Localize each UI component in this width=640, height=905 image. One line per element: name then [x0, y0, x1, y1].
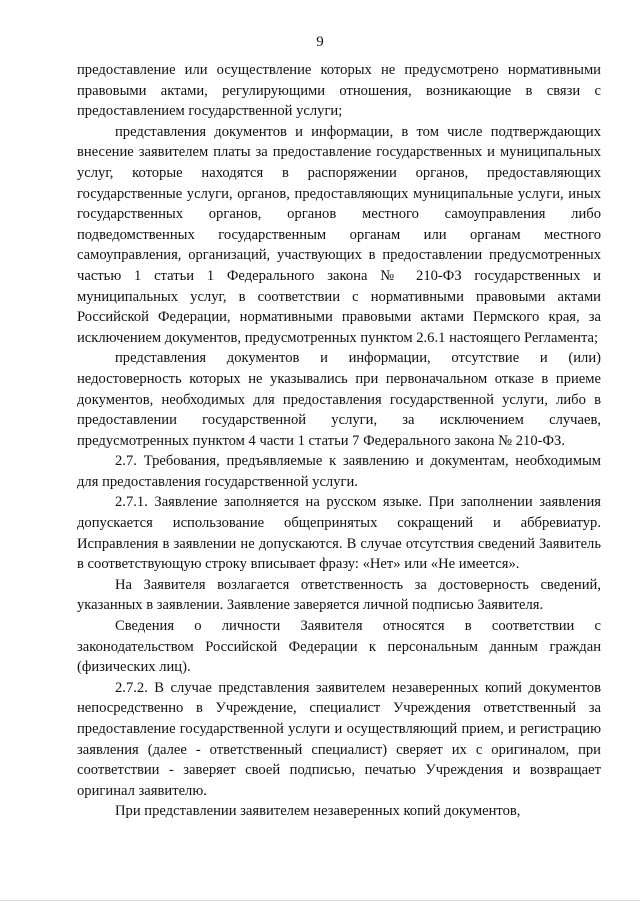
paragraph-unverified-copies: При представлении заявителем незаверенных копий документов,	[115, 803, 521, 820]
paragraph-responsibility: На Заявителя возлагается ответственность за достоверность сведений, указанных в заявлении. Заявление заверяется личной подписью Заявителя.	[77, 576, 601, 614]
page-number: 9	[316, 34, 324, 50]
document-body	[77, 60, 601, 822]
paragraph-continuation: предоставление или осуществление которых не предусмотрено нормативными правовыми актами, регулирующими отношения, возникающие в связи с предоставлением государственной услуги;	[77, 62, 601, 120]
paragraph-section-2-7: 2.7. Требования, предъявляемые к заявлению и документам, необходимым для предоставления государственной услуги.	[77, 453, 601, 490]
paragraph-invalidity-of-documents: представления документов и информации, отсутствие и (или) недостоверность которых не указывались при первоначальном отказе в приеме документов, необходимых для предоставления государственной услуги, либо в предоставлении государственной услуги, за исключением случаев, предусмотренных пунктом 4 части 1 статьи 7 Федерального закона № 210-ФЗ.	[77, 350, 601, 449]
paragraph-section-2-7-1: 2.7.1. Заявление заполняется на русском языке. При заполнении заявления допускается использование общепринятых сокращений и аббревиатур. Исправления в заявлении не допускаются. В случае отсутствия сведений Заявитель в соответствующую строку вписывает фразу: «Нет» или «Не имеется».	[77, 494, 601, 573]
paragraph-personal-data: Сведения о личности Заявителя относятся в соответствии с законодательством Российской Федерации к персональным данным граждан (физических лиц).	[77, 618, 601, 676]
paragraph-section-2-7-2: 2.7.2. В случае представления заявителем незаверенных копий документов непосредственно в Учреждение, специалист Учреждения ответственный за предоставление государственной услуги и осуществляющий прием, и регистрацию заявления (далее - ответственный специалист) сверяет их с оригиналом, при соответствии - заверяет своей подписью, печатью Учреждения и возвращает оригинал заявителю.	[77, 679, 601, 799]
page-bottom-edge	[0, 900, 640, 901]
paragraph-documents-information: представления документов и информации, в том числе подтверждающих внесение заявителем платы за предоставление государственных и муниципальных услуг, которые находятся в распоряжении органов, предоставляющих государственные услуги, органов, предоставляющих муниципальные услуги, иных государственных органов, органов местного самоуправления либо подведомственных государственным органам или органам местного самоуправления, организаций, участвующих в предоставлении предусмотренных частью 1 статьи 1 Федерального закона № 210-ФЗ государственных и муниципальных услуг, в соответствии с нормативными правовыми актами Российской Федерации, нормативными правовыми актами Пермского края, за исключением документов, предусмотренных пунктом 2.6.1 настоящего Регламента;	[77, 123, 601, 346]
